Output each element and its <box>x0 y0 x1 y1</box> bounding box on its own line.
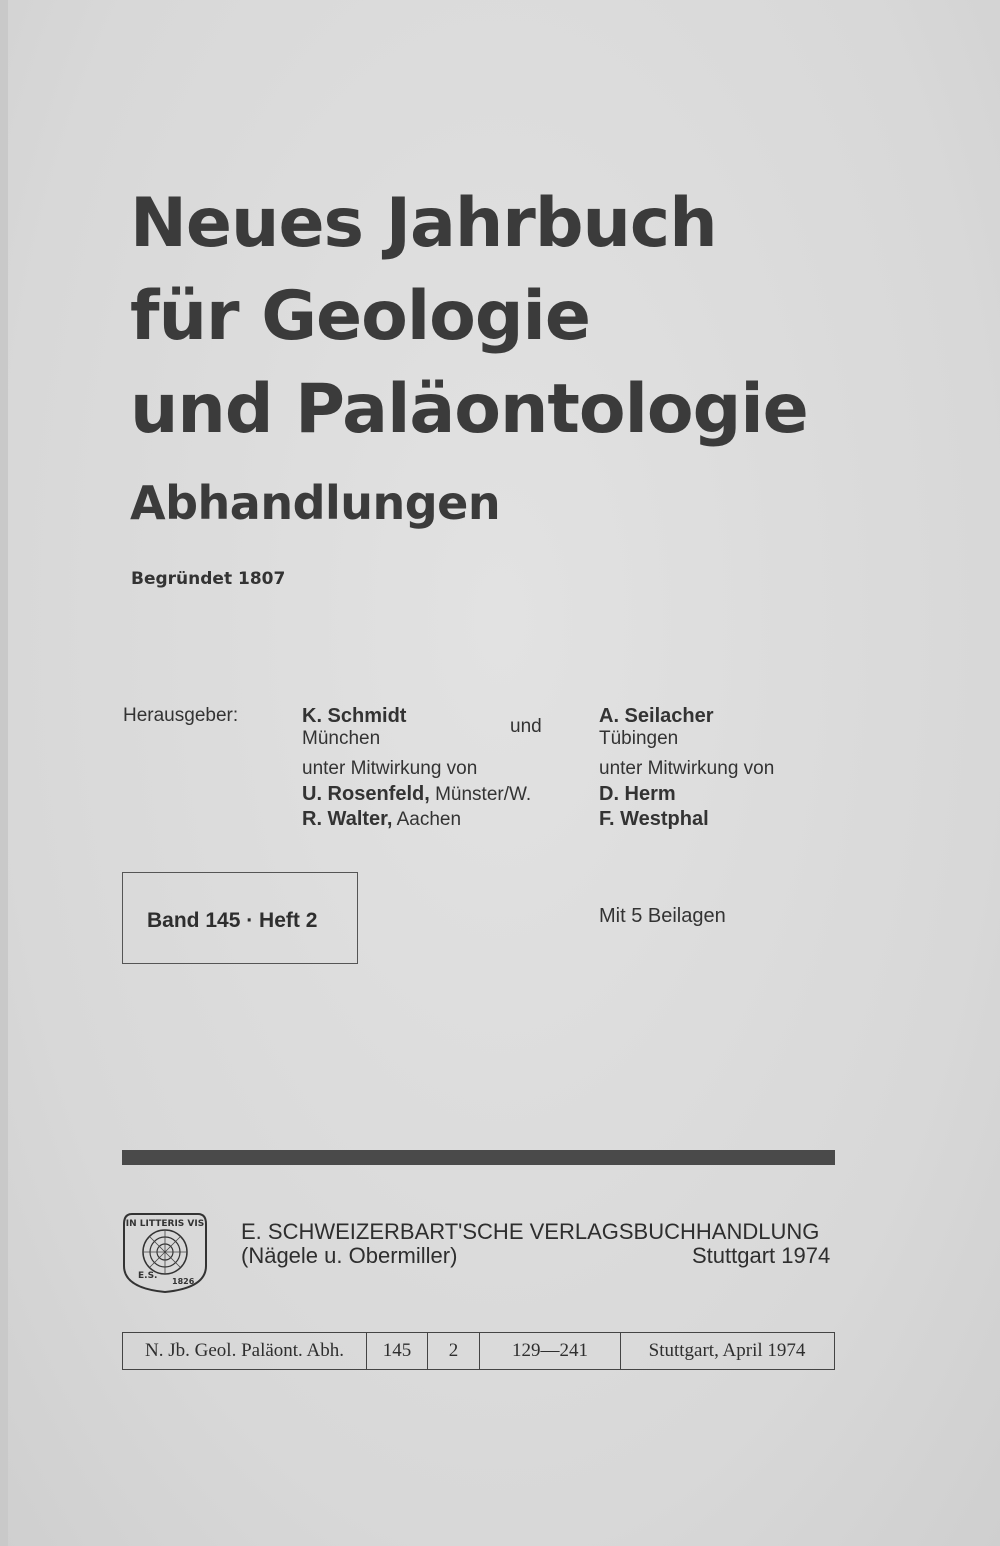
divider-rule <box>122 1150 835 1165</box>
journal-title-line-1: Neues Jahrbuch <box>130 184 717 263</box>
editor-right-name: A. Seilacher <box>599 705 714 727</box>
coeditor-city: Münster/W. <box>435 784 532 805</box>
editor-right-with: unter Mitwirkung von <box>599 758 775 779</box>
journal-subtitle: Abhandlungen <box>130 476 501 530</box>
coeditor-name: R. Walter, <box>302 808 393 830</box>
editor-left-coeditor-2 <box>302 809 461 829</box>
publisher-place-year: Stuttgart 1974 <box>692 1243 831 1268</box>
publisher-name: E. SCHWEIZERBART'SCHE VERLAGSBUCHHANDLUNG <box>241 1219 820 1244</box>
editors-conjunction: und <box>510 716 542 737</box>
editor-left-city: München <box>302 728 381 749</box>
page-edge <box>0 0 8 1546</box>
editors-label: Herausgeber: <box>123 705 239 726</box>
citation-issue: 2 <box>428 1333 480 1369</box>
citation-date: Stuttgart, April 1974 <box>648 1340 806 1361</box>
citation-table <box>122 1332 835 1370</box>
citation-pages: 129—241 <box>480 1333 621 1369</box>
volume-issue: Band 145 · Heft 2 <box>147 909 318 932</box>
citation-abbrev: N. Jb. Geol. Paläont. Abh. <box>123 1333 367 1369</box>
svg-text:IN LITTERIS VIS: IN LITTERIS VIS <box>125 1219 205 1229</box>
editor-right-coeditor-1: D. Herm <box>599 783 676 805</box>
coeditor-name: U. Rosenfeld, <box>302 783 430 805</box>
editor-right-coeditor-2: F. Westphal <box>599 808 709 830</box>
editor-left-name: K. Schmidt <box>302 705 407 727</box>
journal-title-line-3: und Paläontologie <box>130 370 808 449</box>
editor-right-city: Tübingen <box>599 728 679 749</box>
editor-left-coeditor-1 <box>302 784 531 804</box>
journal-title-line-2: für Geologie <box>130 277 590 356</box>
volume-box <box>122 872 358 964</box>
supplements-note: Mit 5 Beilagen <box>599 905 726 927</box>
publisher-seal-icon <box>120 1204 210 1294</box>
svg-text:1826: 1826 <box>172 1277 195 1286</box>
editor-left-with: unter Mitwirkung von <box>302 758 478 779</box>
coeditor-city: Aachen <box>396 809 462 830</box>
citation-volume: 145 <box>367 1333 428 1369</box>
founded-note: Begründet 1807 <box>131 569 286 589</box>
svg-text:E.S.: E.S. <box>138 1271 158 1281</box>
publisher-owners: (Nägele u. Obermiller) <box>241 1243 458 1268</box>
